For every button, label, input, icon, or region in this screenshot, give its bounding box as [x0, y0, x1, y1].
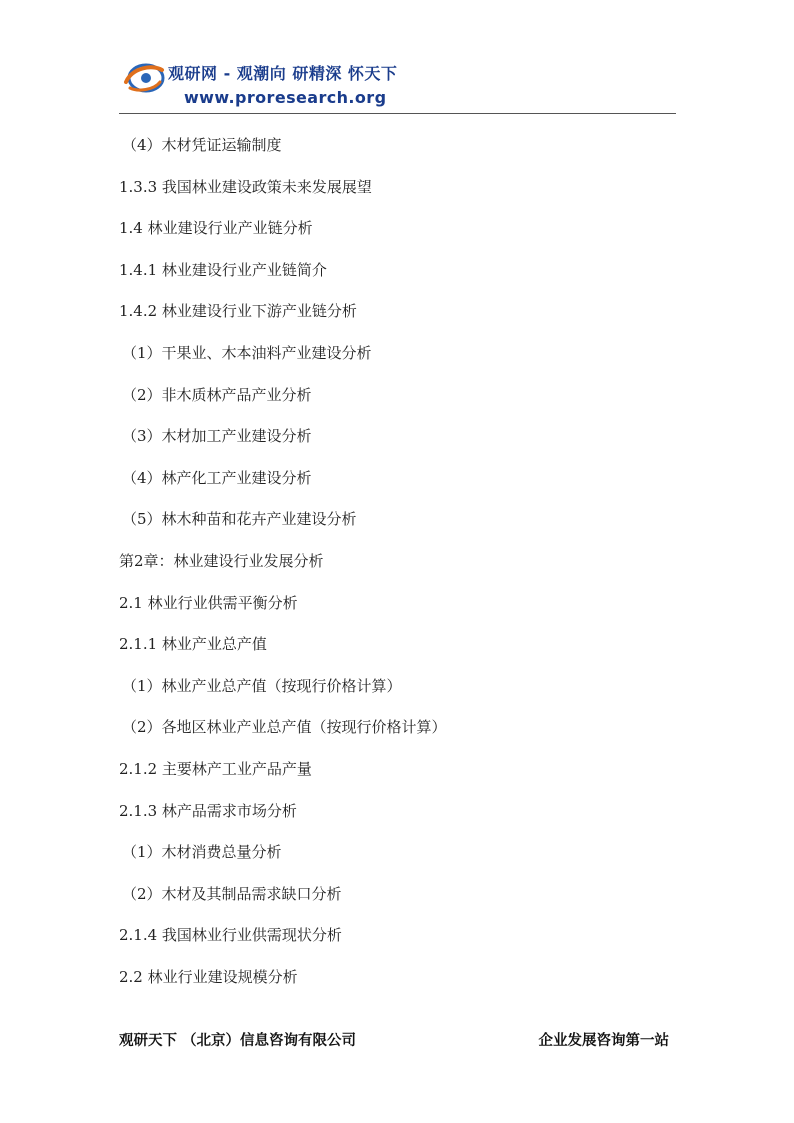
toc-line: （4）林产化工产业建设分析	[122, 468, 312, 487]
toc-line: 2.2 林业行业建设规模分析	[119, 967, 298, 986]
toc-line: （2）非木质林产品产业分析	[122, 385, 312, 404]
toc-line: （1）木材消费总量分析	[122, 843, 282, 862]
toc-line: 2.1.3 林产品需求市场分析	[119, 801, 297, 820]
toc-line: 2.1.4 我国林业行业供需现状分析	[119, 926, 342, 945]
header-divider	[119, 113, 676, 114]
brand-slogan: 观研网 - 观潮向 研精深 怀天下	[168, 64, 398, 83]
toc-line: 2.1 林业行业供需平衡分析	[119, 593, 298, 612]
toc-line: 1.4.1 林业建设行业产业链简介	[119, 260, 327, 279]
toc-line: （1）干果业、木本油料产业建设分析	[122, 343, 372, 362]
globe-swirl-logo-icon	[122, 58, 166, 96]
toc-line: 2.1.1 林业产业总产值	[119, 635, 267, 654]
toc-line: （2）木材及其制品需求缺口分析	[122, 884, 342, 903]
toc-line: （4）木材凭证运输制度	[122, 136, 282, 154]
toc-line: 1.3.3 我国林业建设政策未来发展展望	[119, 177, 372, 196]
page-footer	[119, 1029, 669, 1051]
toc-line: 2.1.2 主要林产工业产品产量	[119, 759, 312, 778]
toc-list	[119, 130, 679, 1003]
toc-line: 1.4 林业建设行业产业链分析	[119, 219, 313, 238]
toc-line: 第2章：林业建设行业发展分析	[119, 551, 324, 570]
toc-line: （3）木材加工产业建设分析	[122, 427, 312, 446]
toc-line: 1.4.2 林业建设行业下游产业链分析	[119, 302, 357, 321]
toc-line: （5）林木种苗和花卉产业建设分析	[122, 510, 357, 529]
toc-line: （1）林业产业总产值（按现行价格计算）	[122, 676, 402, 695]
toc-line: （2）各地区林业产业总产值（按现行价格计算）	[122, 718, 447, 737]
website-url[interactable]: www.proresearch.org	[184, 88, 387, 107]
page-header	[0, 0, 794, 120]
footer-slogan: 企业发展咨询第一站	[538, 1033, 669, 1049]
footer-company: 观研天下 （北京）信息咨询有限公司	[119, 1033, 357, 1049]
